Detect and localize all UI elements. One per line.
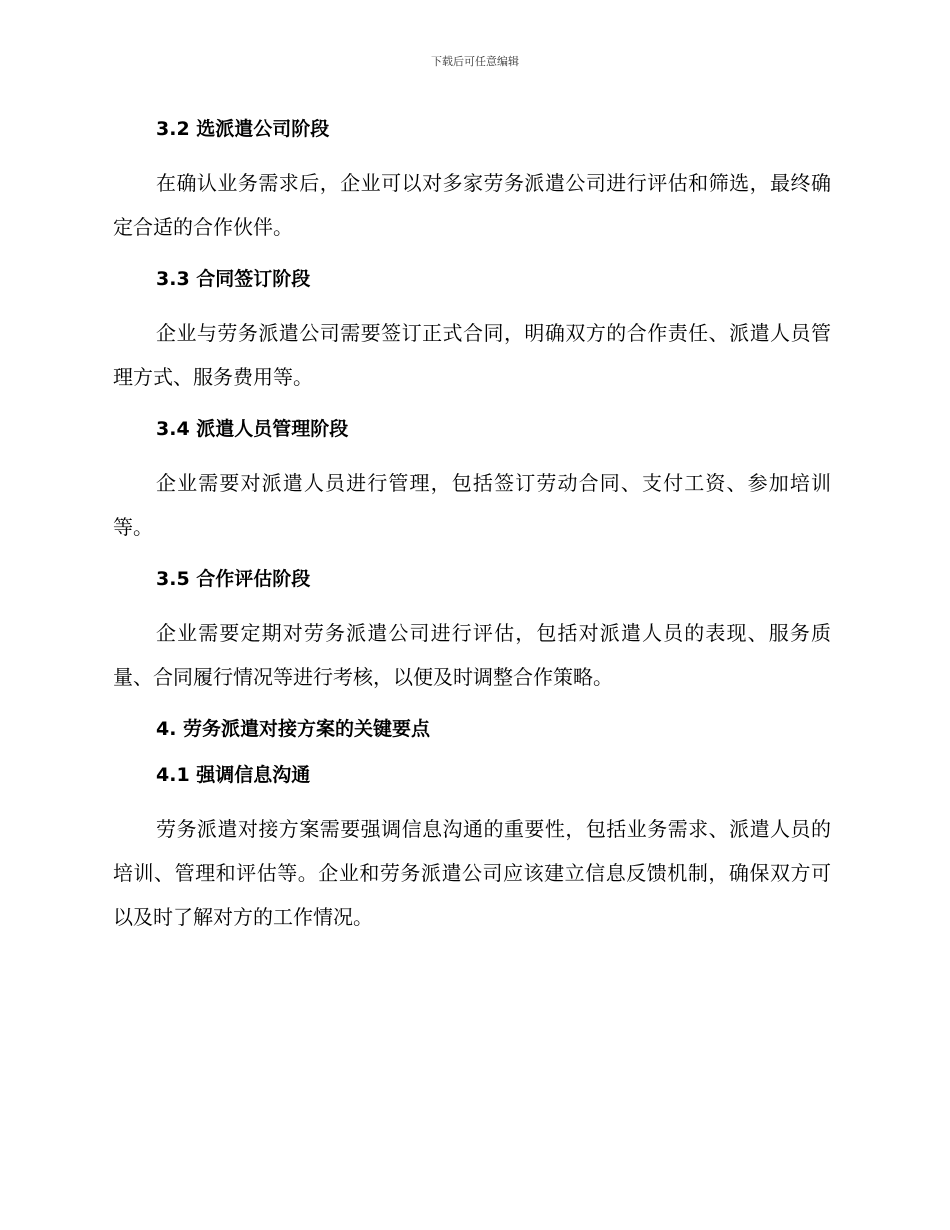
section-paragraph-3-3: 企业与劳务派遣公司需要签订正式合同，明确双方的合作责任、派遣人员管理方式、服务费用等。 <box>113 321 831 389</box>
section-heading-3-3: 3.3 合同签订阶段 <box>156 268 311 290</box>
section-heading-3-2: 3.2 选派遣公司阶段 <box>156 118 330 140</box>
section-heading-4: 4. 劳务派遣对接方案的关键要点 <box>156 718 431 740</box>
section-heading-3-5: 3.5 合作评估阶段 <box>156 568 311 590</box>
header-note: 下载后可任意编辑 <box>431 55 519 68</box>
section-heading-4-1: 4.1 强调信息沟通 <box>156 764 311 786</box>
section-paragraph-3-4: 企业需要对派遣人员进行管理，包括签订劳动合同、支付工资、参加培训等。 <box>113 471 831 539</box>
document-body <box>113 113 831 939</box>
section-heading-3-4: 3.4 派遣人员管理阶段 <box>156 418 349 440</box>
section-paragraph-3-2: 在确认业务需求后，企业可以对多家劳务派遣公司进行评估和筛选，最终确定合适的合作伙伴。 <box>113 171 831 239</box>
section-paragraph-4-1: 劳务派遣对接方案需要强调信息沟通的重要性，包括业务需求、派遣人员的培训、管理和评估等。企业和劳务派遣公司应该建立信息反馈机制，确保双方可以及时了解对方的工作情况。 <box>113 817 831 929</box>
section-paragraph-3-5: 企业需要定期对劳务派遣公司进行评估，包括对派遣人员的表现、服务质量、合同履行情况等进行考核，以便及时调整合作策略。 <box>113 621 831 689</box>
